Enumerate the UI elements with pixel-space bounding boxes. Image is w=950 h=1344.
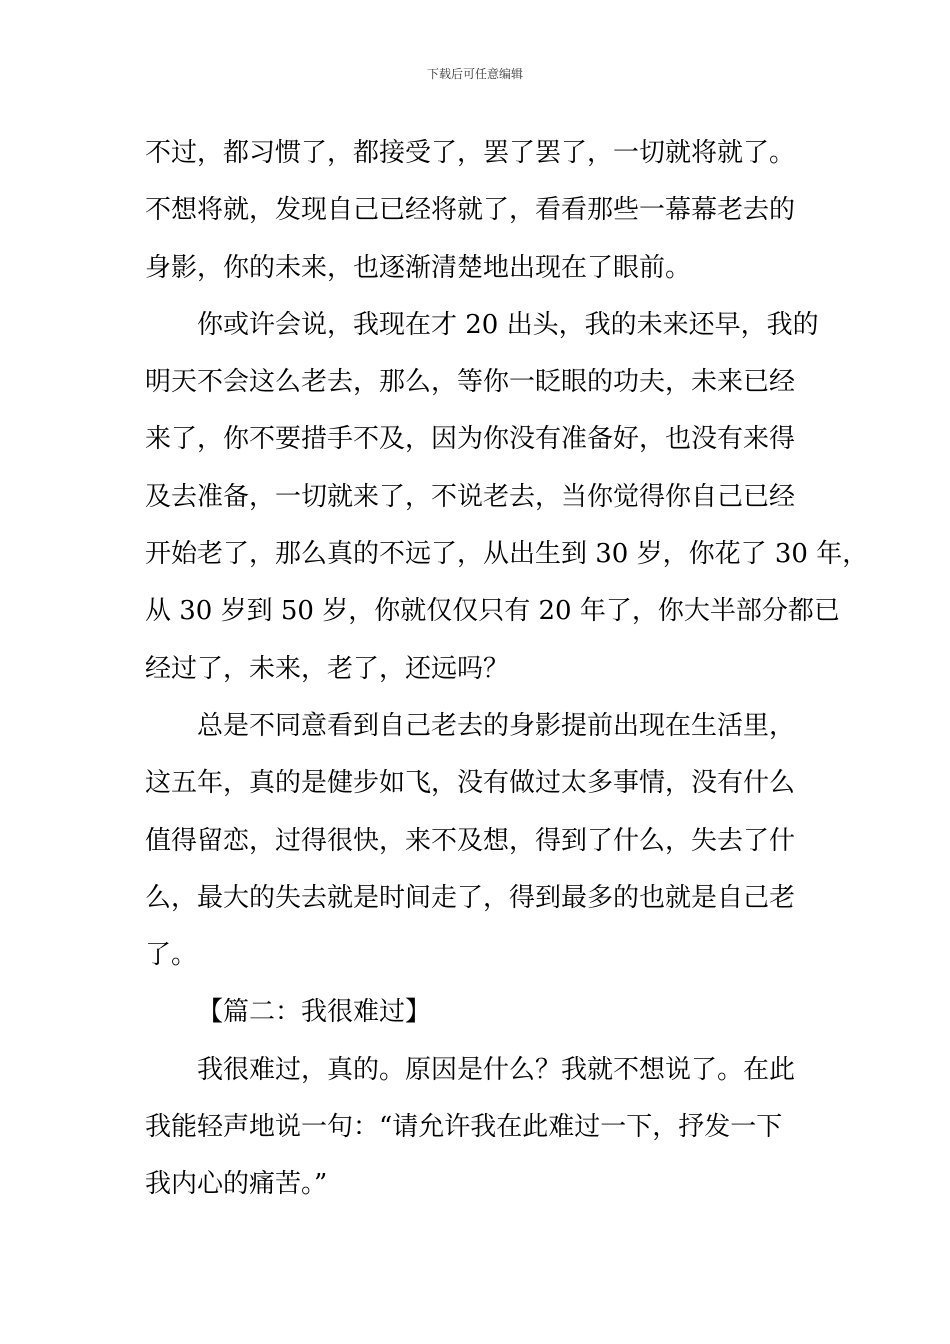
paragraph-line: 从 30 岁到 50 岁，你就仅仅只有 20 年了，你大半部分都已 bbox=[145, 596, 840, 627]
paragraph-line: 总是不同意看到自己老去的身影提前出现在生活里， bbox=[197, 710, 796, 741]
paragraph-line: 这五年，真的是健步如飞，没有做过太多事情，没有什么 bbox=[145, 768, 796, 799]
document-body bbox=[145, 125, 869, 1214]
paragraph-line: 了。 bbox=[145, 940, 198, 971]
paragraph-line: 值得留恋，过得很快，来不及想，得到了什么，失去了什 bbox=[145, 825, 796, 856]
paragraph-line: 明天不会这么老去，那么，等你一眨眼的功夫，未来已经 bbox=[145, 367, 796, 398]
paragraph-line: 及去准备，一切就来了，不说老去，当你觉得你自己已经 bbox=[145, 481, 796, 512]
paragraph-line: 身影，你的未来，也逐渐清楚地出现在了眼前。 bbox=[145, 252, 692, 283]
page-header: 下载后可任意编辑 bbox=[426, 67, 523, 81]
paragraph-line: 来了，你不要措手不及，因为你没有准备好，也没有来得 bbox=[145, 424, 796, 455]
paragraph-line: 开始老了，那么真的不远了，从出生到 30 岁，你花了 30 年， bbox=[145, 539, 869, 570]
paragraph-line: 你或许会说，我现在才 20 出头，我的未来还早，我的 bbox=[197, 309, 819, 340]
paragraph-line: 不想将就，发现自己已经将就了，看看那些一幕幕老去的 bbox=[145, 195, 796, 226]
paragraph-line: 我内心的痛苦。” bbox=[145, 1169, 328, 1200]
paragraph-line: 么，最大的失去就是时间走了，得到最多的也就是自己老 bbox=[145, 882, 796, 913]
paragraph-line: 我很难过，真的。原因是什么？我就不想说了。在此 bbox=[197, 1054, 796, 1085]
section-heading: 【篇二：我很难过】 bbox=[197, 997, 432, 1028]
paragraph-line: 经过了，未来，老了，还远吗？ bbox=[145, 653, 510, 684]
paragraph-line: 我能轻声地说一句：“请允许我在此难过一下，抒发一下 bbox=[145, 1112, 783, 1143]
paragraph-line: 不过，都习惯了，都接受了，罢了罢了，一切就将就了。 bbox=[145, 138, 796, 168]
